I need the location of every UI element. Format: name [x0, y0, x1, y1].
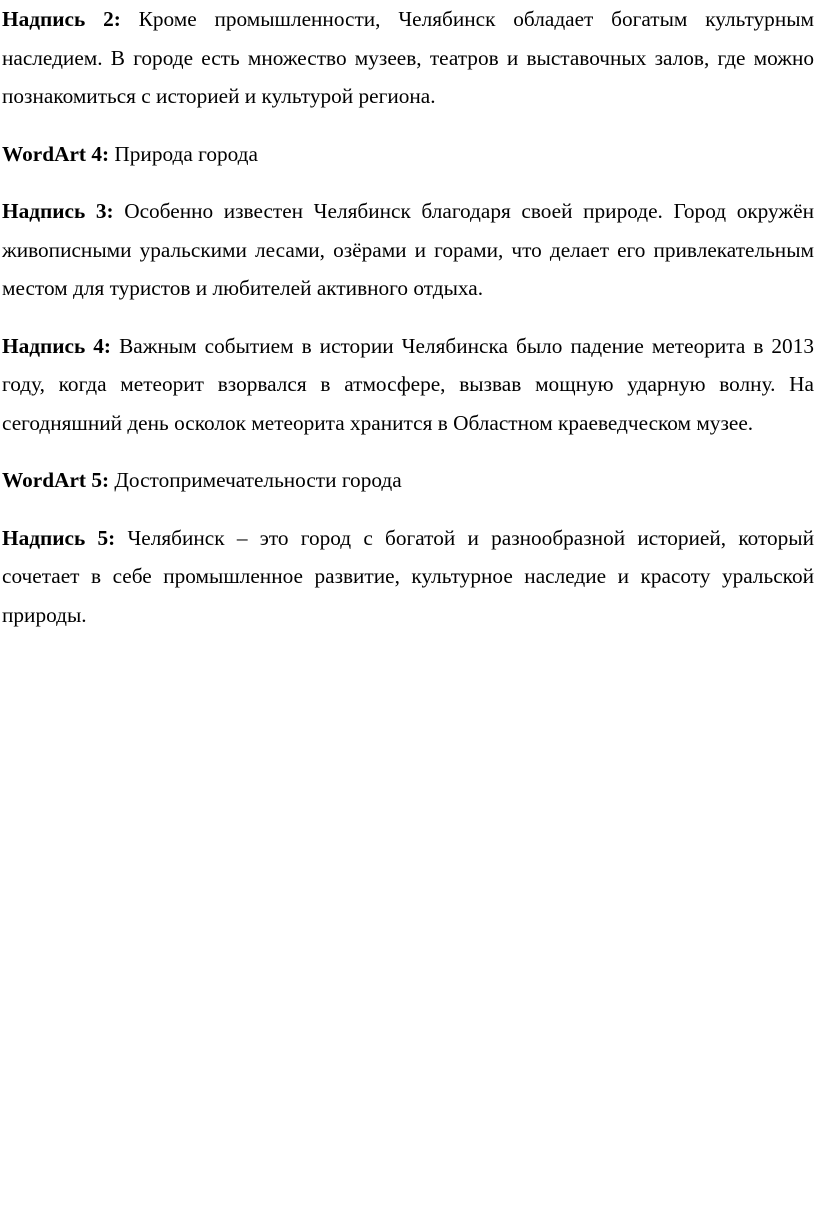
- paragraph-text: Особенно известен Челябинск благодаря своей природе. Город окружён живописными уральскими лесами, озёрами и горами, что делает его привлекательным местом для туристов и любителей активного отдыха.: [2, 199, 814, 300]
- paragraph-label: WordArt 4:: [2, 141, 110, 166]
- paragraph-text: Достопримечательности города: [114, 468, 402, 492]
- paragraph-caption-5: [2, 519, 814, 635]
- paragraph-label: Надпись 5:: [2, 525, 116, 550]
- paragraph-label: Надпись 4:: [2, 333, 112, 358]
- paragraph-wordart-5: [2, 461, 814, 500]
- paragraph-text: Челябинск – это город с богатой и разнообразной историей, который сочетает в себе промышленное развитие, культурное наследие и красоту уральской природы.: [2, 525, 814, 627]
- paragraph-wordart-4: [2, 135, 814, 174]
- paragraph-caption-2: [2, 0, 814, 116]
- paragraph-caption-3: [2, 192, 814, 308]
- paragraph-label: Надпись 3:: [2, 199, 114, 223]
- paragraph-label: Надпись 2:: [2, 7, 121, 31]
- paragraph-label: WordArt 5:: [2, 468, 110, 492]
- paragraph-caption-4: [2, 327, 814, 443]
- paragraph-text: Кроме промышленности, Челябинск обладает богатым культурным наследием. В городе есть множество музеев, театров и выставочных залов, где можно познакомиться с историей и культурой региона.: [2, 7, 815, 108]
- paragraph-text: Природа города: [114, 141, 258, 166]
- paragraph-text: Важным событием в истории Челябинска было падение метеорита в 2013 году, когда метеорит взорвался в атмосфере, вызвав мощную ударную волну. На сегодняшний день осколок метеорита хранится в Областном краеведческом музее.: [2, 333, 815, 435]
